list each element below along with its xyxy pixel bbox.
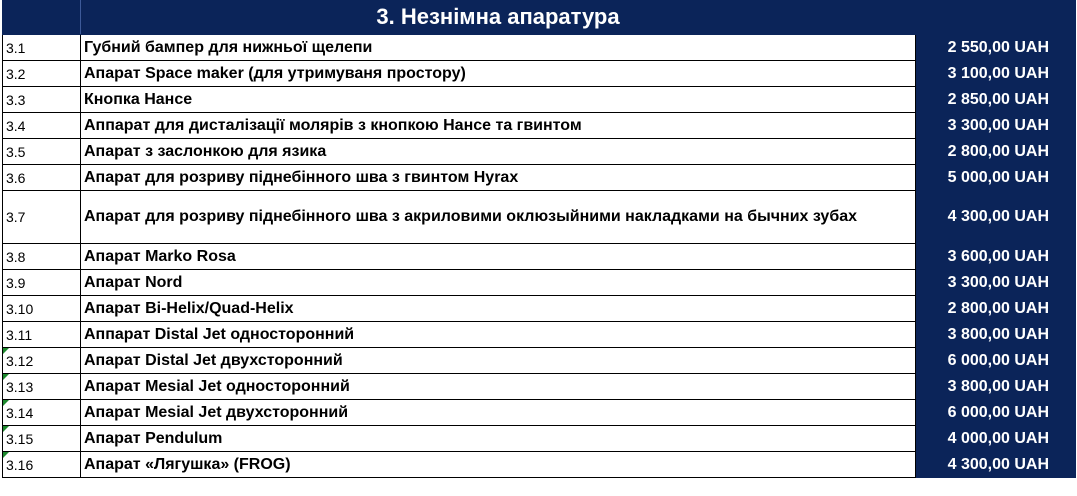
item-name-cell[interactable]: Аппарат для дисталізації молярів з кнопкою Нансе та гвинтом (81, 113, 916, 139)
table-row (3, 296, 1076, 322)
item-name-cell[interactable]: Кнопка Нансе (81, 87, 916, 113)
item-number-cell[interactable] (3, 426, 81, 452)
item-number-cell[interactable] (3, 113, 81, 139)
item-name-cell[interactable]: Апарат для розриву піднебінного шва з акриловими оклюзыйними накладками на бычних зубах (81, 191, 916, 244)
item-number: 3.12 (6, 352, 34, 369)
item-number: 3.13 (6, 378, 34, 395)
item-name-cell[interactable]: Губний бампер для нижньої щелепи (81, 35, 916, 61)
table-row (3, 61, 1076, 87)
item-name-cell[interactable]: Апарат Bi-Helix/Quad-Helix (81, 296, 916, 322)
item-number: 3.2 (6, 65, 26, 82)
table-row (3, 400, 1076, 426)
item-name-cell[interactable]: Апарат Mesial Jet односторонний (81, 374, 916, 400)
section-title[interactable]: 3. Незнімна апаратура (81, 0, 916, 35)
table-row (3, 426, 1076, 452)
item-number-cell[interactable] (3, 35, 81, 61)
comment-indicator-icon[interactable] (3, 400, 9, 406)
item-number: 3.16 (6, 456, 34, 473)
item-name-cell[interactable]: Апарат «Лягушка» (FROG) (81, 452, 916, 478)
item-price-cell[interactable]: 4 300,00 UAH (916, 452, 1076, 478)
item-price-cell[interactable]: 2 850,00 UAH (916, 87, 1076, 113)
table-row (3, 35, 1076, 61)
item-number-cell[interactable] (3, 244, 81, 270)
table-row (3, 244, 1076, 270)
item-number: 3.9 (6, 274, 26, 291)
item-price-cell[interactable]: 3 100,00 UAH (916, 61, 1076, 87)
section-header-cell-right[interactable] (916, 0, 1076, 35)
item-number: 3.4 (6, 117, 26, 134)
table-row (3, 191, 1076, 244)
item-number: 3.1 (6, 39, 26, 56)
item-number-cell[interactable] (3, 374, 81, 400)
item-price-cell[interactable]: 2 800,00 UAH (916, 296, 1076, 322)
item-number-cell[interactable] (3, 348, 81, 374)
item-number-cell[interactable] (3, 400, 81, 426)
table-row (3, 348, 1076, 374)
item-price-cell[interactable]: 6 000,00 UAH (916, 348, 1076, 374)
price-table (2, 0, 1076, 478)
item-price-cell[interactable]: 3 600,00 UAH (916, 244, 1076, 270)
item-name-cell[interactable]: Апарат Pendulum (81, 426, 916, 452)
table-row (3, 270, 1076, 296)
item-price-cell[interactable]: 5 000,00 UAH (916, 165, 1076, 191)
item-price-cell[interactable]: 6 000,00 UAH (916, 400, 1076, 426)
item-name-cell[interactable]: Апарат для розриву піднебінного шва з гвинтом Hyrax (81, 165, 916, 191)
item-price-cell[interactable]: 4 000,00 UAH (916, 426, 1076, 452)
item-number: 3.14 (6, 404, 34, 421)
item-number: 3.6 (6, 169, 26, 186)
price-table-body (3, 0, 1076, 478)
item-number: 3.10 (6, 300, 34, 317)
item-price-cell[interactable]: 4 300,00 UAH (916, 191, 1076, 244)
item-number: 3.11 (6, 326, 33, 343)
item-price-cell[interactable]: 3 800,00 UAH (916, 374, 1076, 400)
comment-indicator-icon[interactable] (3, 374, 9, 380)
item-number-cell[interactable] (3, 322, 81, 348)
item-number: 3.5 (6, 143, 26, 160)
item-name-cell[interactable]: Апарат Marko Rosa (81, 244, 916, 270)
item-number-cell[interactable] (3, 191, 81, 244)
item-number-cell[interactable] (3, 87, 81, 113)
item-price-cell[interactable]: 3 300,00 UAH (916, 270, 1076, 296)
comment-indicator-icon[interactable] (3, 348, 9, 354)
item-price-cell[interactable]: 3 300,00 UAH (916, 113, 1076, 139)
item-name-cell[interactable]: Апарат Distal Jet двухсторонний (81, 348, 916, 374)
item-price-cell[interactable]: 3 800,00 UAH (916, 322, 1076, 348)
item-number-cell[interactable] (3, 165, 81, 191)
item-number: 3.15 (6, 430, 34, 447)
item-name-cell[interactable]: Апарат з заслонкою для язика (81, 139, 916, 165)
item-number-cell[interactable] (3, 61, 81, 87)
item-number-cell[interactable] (3, 452, 81, 478)
item-number: 3.8 (6, 248, 26, 265)
table-row (3, 113, 1076, 139)
item-number-cell[interactable] (3, 270, 81, 296)
table-row (3, 139, 1076, 165)
item-number-cell[interactable] (3, 296, 81, 322)
section-header-cell-left[interactable] (3, 0, 81, 35)
item-number: 3.7 (6, 209, 26, 225)
item-number-cell[interactable] (3, 139, 81, 165)
item-name-cell[interactable]: Апарат Space maker (для утримуваня простору) (81, 61, 916, 87)
item-number: 3.3 (6, 91, 26, 108)
item-name-cell[interactable]: Апарат Nord (81, 270, 916, 296)
table-row (3, 452, 1076, 478)
table-row (3, 374, 1076, 400)
item-name-cell[interactable]: Апарат Mesial Jet двухсторонний (81, 400, 916, 426)
item-name-cell[interactable]: Аппарат Distal Jet односторонний (81, 322, 916, 348)
table-row (3, 165, 1076, 191)
section-header-row (3, 0, 1076, 35)
comment-indicator-icon[interactable] (3, 426, 9, 432)
table-row (3, 87, 1076, 113)
item-price-cell[interactable]: 2 800,00 UAH (916, 139, 1076, 165)
comment-indicator-icon[interactable] (3, 452, 9, 458)
item-price-cell[interactable]: 2 550,00 UAH (916, 35, 1076, 61)
table-row (3, 322, 1076, 348)
